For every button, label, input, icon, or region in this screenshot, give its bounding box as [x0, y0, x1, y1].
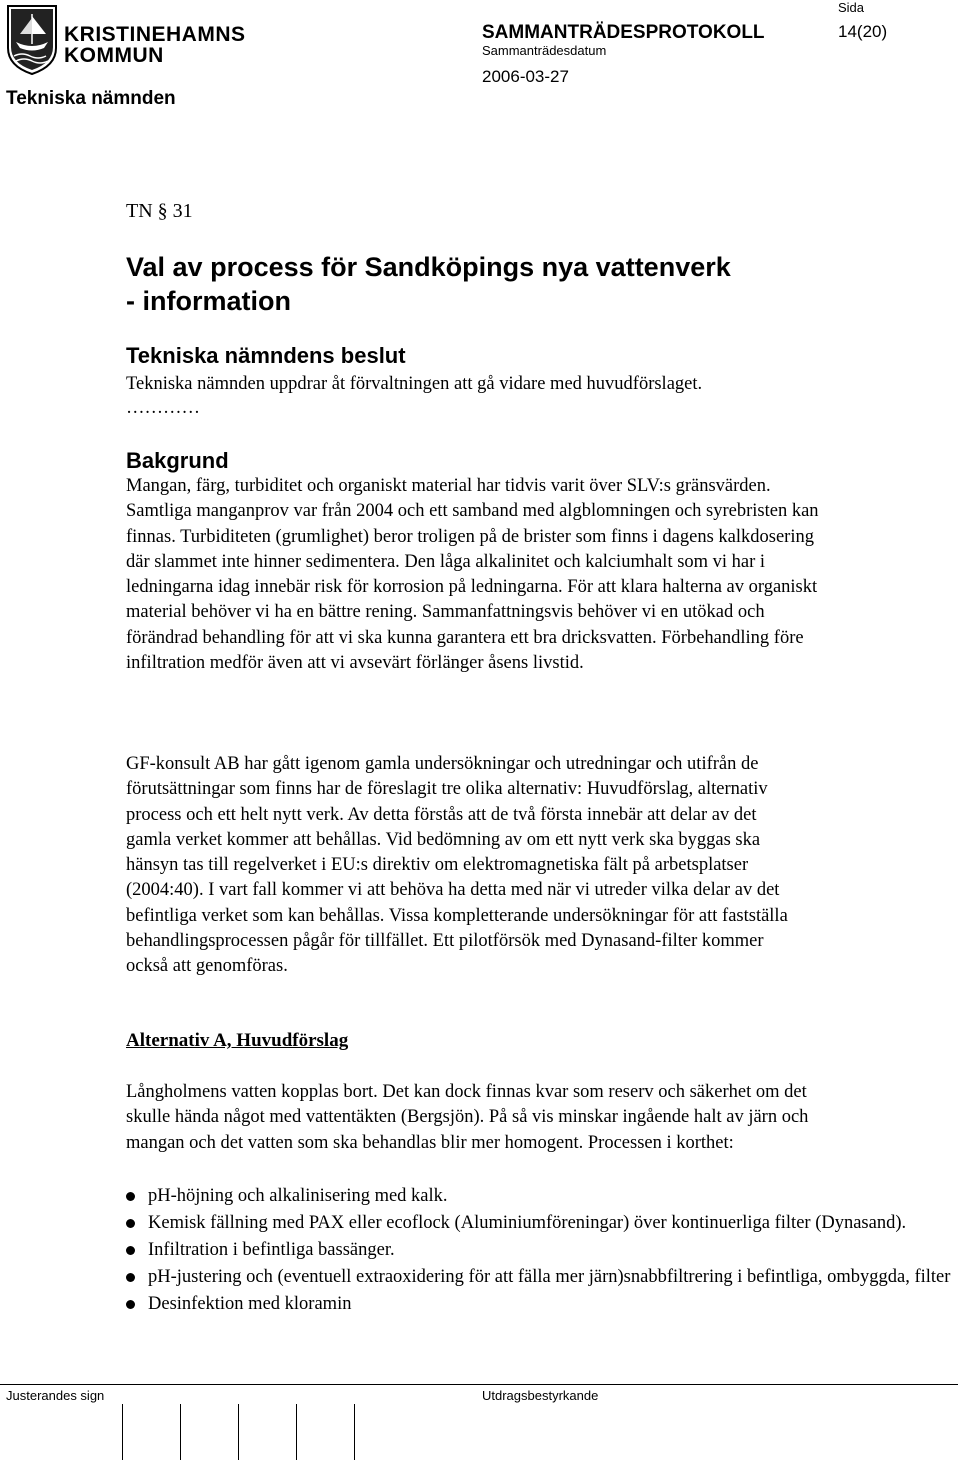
list-item — [126, 1291, 956, 1318]
process-steps-list — [126, 1183, 956, 1318]
signature-box-divider — [354, 1404, 355, 1460]
list-item-text: Desinfektion med kloramin — [148, 1294, 352, 1315]
bullet-icon — [126, 1246, 135, 1255]
page-title — [126, 250, 731, 318]
list-item-text: pH-justering och (eventuell extraoxidering för att fälla mer järn)snabbfiltrering i befintliga, ombyggda, filter — [148, 1267, 951, 1288]
page-number: 14(20) — [838, 22, 888, 41]
alternative-a-text: Långholmens vatten kopplas bort. Det kan dock finnas kvar som reserv och säkerhet om det skulle hända något med vattentäkten (Bergsjön). På så vis minskar ingående halt av järn och mangan och det vatten som ska behandlas blir mer homogent. Processen i korthet: — [126, 1082, 809, 1153]
alternative-a-heading: Alternativ A, Huvudförslag — [126, 1030, 349, 1051]
background-text: Mangan, färg, turbiditet och organiskt material har tidvis varit över SLV:s gränsvärden. Samtliga manganprov var från 2004 och ett samband med algblomningen och syrebristen kan finnas. Turbiditeten (grumlighet) beror troligen på de brister som finns i dagens kalkdosering där slammet inte hinner sedimentera. Den låga alkalinitet och kalciumhalt som vi har i ledningarna idag innebär risk för korrosion på ledningarna. För att klara halterna av organiskt material behöver vi ha en bättre rening. Sammanfattningsvis behöver vi en utökad och förändrad behandling för att vi ska kunna garantera ett bra dricksvatten. Förbehandling före infiltration medför även att vi avsevärt förlänger åsens livstid. — [126, 476, 819, 674]
list-item — [126, 1183, 956, 1210]
department-name: Tekniska nämnden — [6, 88, 176, 109]
meeting-date: 2006-03-27 — [482, 67, 569, 86]
page-label: Sida — [838, 0, 865, 15]
logo-line-2: KOMMUN — [64, 44, 164, 67]
signature-box-divider — [296, 1404, 297, 1460]
ellipsis: ………… — [126, 398, 200, 418]
list-item-text: Kemisk fällning med PAX eller ecoflock (Aluminiumföreningar) över kontinuerliga filter (Dynasand). — [148, 1213, 907, 1234]
list-item — [126, 1237, 956, 1264]
signature-box-divider — [238, 1404, 239, 1460]
logo-line-1: KRISTINEHAMNS — [64, 23, 246, 46]
bullet-icon — [126, 1219, 135, 1228]
footer-divider — [0, 1384, 958, 1385]
bullet-icon — [126, 1192, 135, 1201]
decision-heading: Tekniska nämndens beslut — [126, 343, 406, 368]
paragraph-reference: TN § 31 — [126, 200, 193, 222]
list-item-text: pH-höjning och alkalinisering med kalk. — [148, 1186, 448, 1206]
date-label: Sammanträdesdatum — [482, 43, 607, 58]
list-item — [126, 1264, 956, 1291]
extract-certification-label: Utdragsbestyrkande — [482, 1388, 599, 1403]
bullet-icon — [126, 1300, 135, 1309]
list-item — [126, 1210, 956, 1237]
signature-box-divider — [180, 1404, 181, 1460]
signature-label: Justerandes sign — [6, 1388, 105, 1403]
document-title: SAMMANTRÄDESPROTOKOLL — [482, 22, 765, 43]
decision-text: Tekniska nämnden uppdrar åt förvaltningen att gå vidare med huvudförslaget. — [126, 374, 703, 394]
municipality-crest-logo — [6, 4, 58, 76]
title-line-2: - information — [126, 286, 291, 316]
bullet-icon — [126, 1273, 135, 1282]
title-line-1: Val av process för Sandköpings nya vattenverk — [126, 252, 731, 282]
logo-wordmark — [64, 24, 246, 66]
list-item-text: Infiltration i befintliga bassänger. — [148, 1240, 395, 1261]
signature-box-divider — [122, 1404, 123, 1460]
consultant-text: GF-konsult AB har gått igenom gamla undersökningar och utredningar och utifrån de förutsättningar som finns har de föreslagit tre olika alternativ: Huvudförslag, alternativ process och ett helt nytt verk. Av detta förstås att de två första innebär att delar av det gamla verket kommer att behållas. Vid bedömning av om ett nytt verk ska byggas ska hänsyn tas till regelverket i EU:s direktiv om elektromagnetiska fält på arbetsplatser (2004:40). I vart fall kommer vi att behöva ha detta med när vi utreder vilka delar av det befintliga verket som kan behållas. Vissa kompletterande undersökningar för att fastställa behandlingsprocessen pågår för tillfället. Ett pilotförsök med Dynasand-filter kommer också att genomföras. — [126, 754, 788, 977]
background-heading: Bakgrund — [126, 448, 229, 473]
